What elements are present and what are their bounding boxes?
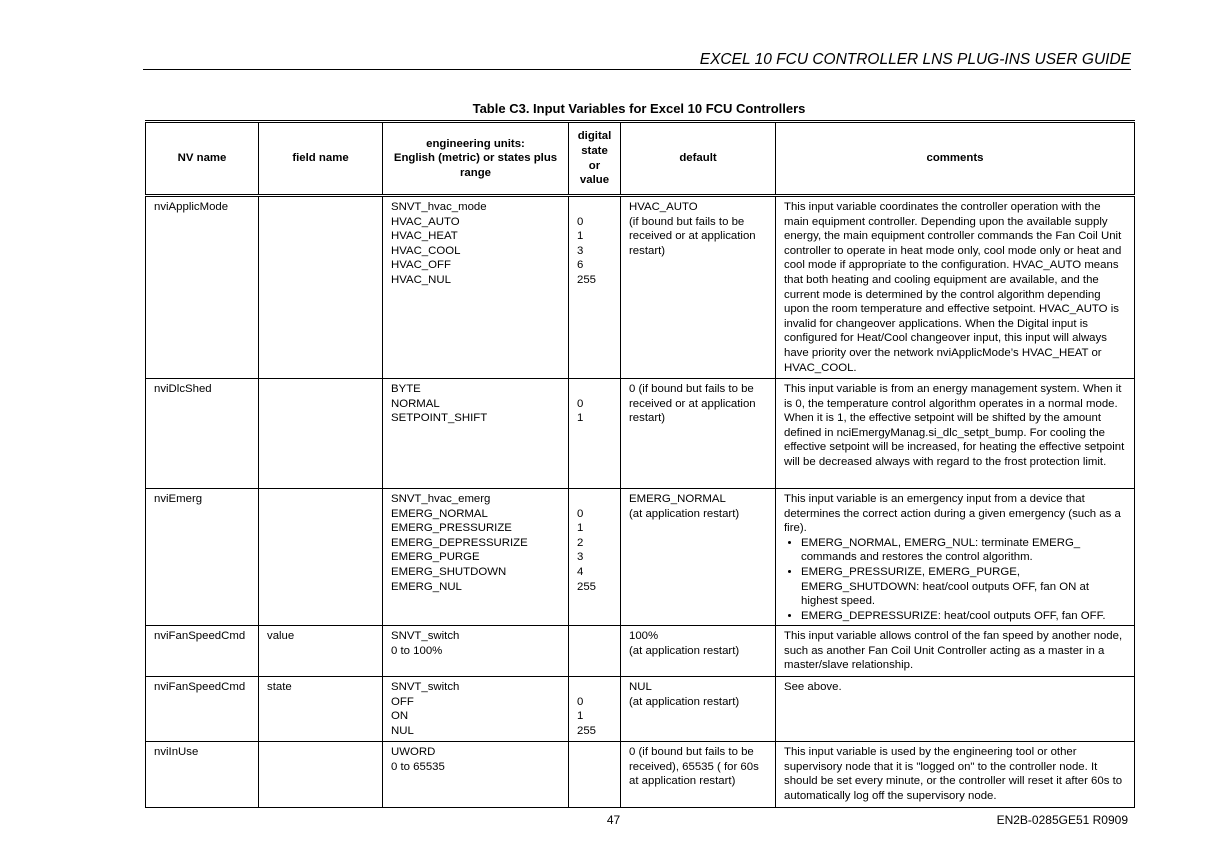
state-cell-line: 255 [577,724,597,737]
units-cell-line: HVAC_AUTO [391,215,460,228]
default-cell-line: NUL [629,681,652,693]
default-cell-line: received), 65535 ( for 60s [629,760,759,773]
header-state-line: state [581,144,608,157]
field-name-cell [259,742,383,808]
default-cell-line: (at application restart) [629,644,740,657]
state-cell-line: 3 [577,551,584,564]
state-cell-line: 1 [577,522,584,535]
comment-text: See above. [784,681,842,693]
header-field-name: field name [259,122,383,196]
comment-bullet: • EMERG_NORMAL, EMERG_NUL: terminate EMERG_ commands and restores the control algorithm. [801,536,1126,565]
default-cell-line: 0 (if bound but fails to be [629,746,754,758]
default-cell [621,196,776,379]
comment-text: This input variable coordinates the controller operation with the main equipment controller. Depending upon the available supply energy, the main equipment controller commands the Fan Coil Unit controller to operate in heat mode only, cool mode only or heat and cool mode if appropriate to the configuration. HVAC_AUTO means that both heating and cooling equipment are available, and the current mode is determined by the control algorithm depending upon the room temperature and effective setpoint. HVAC_AUTO is invalid for changeover applications. When the Digital input is configured for Heat/Cool changeover input, this input will always have priority over the network nviApplicMode’s HVAC_HEAT or HVAC_COOL. [784,201,1122,374]
state-cell [569,379,621,489]
units-cell-line: SNVT_hvac_mode [391,201,487,213]
units-cell-line: SETPOINT_SHIFT [391,412,488,425]
header-default: default [621,122,776,196]
table-row [146,196,1135,379]
comment-bullet: • EMERG_PRESSURIZE, EMERG_PURGE, EMERG_SHUTDOWN: heat/cool outputs OFF, fan ON at highest speed. [801,565,1126,609]
field-name-cell [259,379,383,489]
table-row [146,489,1135,626]
header-state-line: value [579,174,610,187]
default-cell [621,489,776,626]
comment-text: This input variable allows control of the fan speed by another node, such as another Fan Coil Unit Controller acting as a master in a master/slave relationship. [784,630,1123,672]
state-cell-line: 4 [577,565,584,578]
header-nv-name: NV name [146,122,259,196]
default-cell-line: restart) [629,412,666,425]
default-cell-line: 0 (if bound but fails to be [629,383,754,395]
units-cell [383,626,569,677]
units-cell [383,742,569,808]
default-cell-line: HVAC_AUTO [629,201,698,213]
field-name-cell: value [259,626,383,677]
header-title: EXCEL 10 FCU CONTROLLER LNS PLUG-INS USER GUIDE [699,51,1131,68]
field-name-cell [259,489,383,626]
table-caption: Table C3. Input Variables for Excel 10 FCU Controllers [472,101,806,116]
header-digital-state [569,122,621,196]
state-cell-line: 6 [577,259,584,272]
units-cell [383,489,569,626]
default-cell-line: (if bound but fails to be [629,215,745,228]
header-comments: comments [776,122,1135,196]
header-units-line: English (metric) or states plus [393,152,558,165]
comment-bullet: • EMERG_DEPRESSURIZE: heat/cool outputs OFF, fan OFF. [801,609,1126,624]
units-cell-line: EMERG_SHUTDOWN [391,565,507,578]
state-cell [569,677,621,742]
units-cell-line: HVAC_COOL [391,244,461,257]
state-cell-line: 0 [577,507,584,520]
state-cell-line: 255 [577,273,597,286]
state-cell-line: 3 [577,244,584,257]
state-cell [569,489,621,626]
nv-name-cell: nviInUse [146,742,259,808]
field-name-cell: state [259,677,383,742]
state-cell-line [577,200,612,215]
default-cell-line: (at application restart) [629,695,740,708]
state-cell-line [577,680,612,695]
units-cell-line: 0 to 65535 [391,760,445,773]
units-cell-line: HVAC_OFF [391,259,451,272]
state-cell-line: 0 [577,695,584,708]
nv-name-cell: nviFanSpeedCmd [146,677,259,742]
table-header-row [146,122,1135,196]
state-cell-line [577,492,612,507]
state-cell-line: 0 [577,215,584,228]
units-cell-line: EMERG_DEPRESSURIZE [391,536,528,549]
comment-text: This input variable is from an energy management system. When it is 0, the temperature control algorithm operates in a normal mode. When it is 1, the effective setpoint will be shifted by the amount defined in nciEmergyManag.si_dlc_setpt_bump. For cooling the effective setpoint will be increased, for heating the effective setpoint will be decreased always with regard to the frost protection limit. [784,383,1125,468]
units-cell-line: BYTE [391,383,421,395]
default-cell-line: EMERG_NORMAL [629,493,726,505]
default-cell-line: 100% [629,630,659,642]
header-units-line: engineering units: [426,137,525,150]
units-cell-line: SNVT_hvac_emerg [391,493,491,505]
comment-text: This input variable is used by the engineering tool or other supervisory node that it is "logged on" to the controller node. It should be set every minute, or the controller will reset it after 60s to automatically log off the supervisory node. [784,746,1123,802]
units-cell-line: SNVT_switch [391,681,460,693]
units-cell-line: ON [391,710,409,723]
units-cell-line: EMERG_NORMAL [391,507,488,520]
state-cell [569,742,621,808]
state-cell-line [577,382,612,397]
state-cell-line: 1 [577,710,584,723]
comments-cell [776,379,1135,489]
header-engineering-units [383,122,569,196]
units-cell-line: OFF [391,695,414,708]
units-cell [383,196,569,379]
units-cell-line: EMERG_PRESSURIZE [391,522,512,535]
default-cell-line: (at application restart) [629,507,740,520]
default-cell [621,379,776,489]
units-cell-line: HVAC_NUL [391,273,451,286]
default-cell [621,677,776,742]
table-row [146,742,1135,808]
page-number: 47 [606,813,621,827]
units-cell-line: EMERG_PURGE [391,551,480,564]
header-state-line: or [588,159,601,172]
nv-name-cell: nviEmerg [146,489,259,626]
default-cell-line: received or at application [629,230,756,243]
state-cell-line: 1 [577,412,584,425]
state-cell [569,196,621,379]
units-cell-line: UWORD [391,746,436,758]
state-cell-line: 0 [577,397,584,410]
table-row [146,379,1135,489]
default-cell [621,742,776,808]
units-cell [383,677,569,742]
units-cell-line: NORMAL [391,397,440,410]
units-cell-line: EMERG_NUL [391,580,462,593]
comments-cell [776,677,1135,742]
comments-cell [776,196,1135,379]
table-row [146,677,1135,742]
comments-cell [776,626,1135,677]
state-cell-line: 2 [577,536,584,549]
field-name-cell [259,196,383,379]
units-cell-line: NUL [391,724,414,737]
default-cell-line: restart) [629,244,666,257]
comment-text: This input variable is an emergency input from a device that determines the correct action during a given emergency (such as a fire). [784,493,1121,535]
input-variables-table [145,120,1135,808]
default-cell [621,626,776,677]
nv-name-cell: nviDlcShed [146,379,259,489]
comments-cell [776,742,1135,808]
state-cell-line: 255 [577,580,597,593]
state-cell-line: 1 [577,230,584,243]
table-row [146,626,1135,677]
header-units-line: range [459,166,492,179]
units-cell [383,379,569,489]
running-header [143,50,1131,70]
header-state-line: digital [577,130,612,143]
nv-name-cell: nviFanSpeedCmd [146,626,259,677]
comment-bullets [784,536,1126,624]
units-cell-line: 0 to 100% [391,644,443,657]
nv-name-cell: nviApplicMode [146,196,259,379]
units-cell-line: HVAC_HEAT [391,230,458,243]
default-cell-line: received or at application [629,397,756,410]
state-cell [569,626,621,677]
document-id: EN2B-0285GE51 R0909 [996,813,1128,827]
default-cell-line: at application restart) [629,775,736,788]
units-cell-line: SNVT_switch [391,630,460,642]
comments-cell [776,489,1135,626]
